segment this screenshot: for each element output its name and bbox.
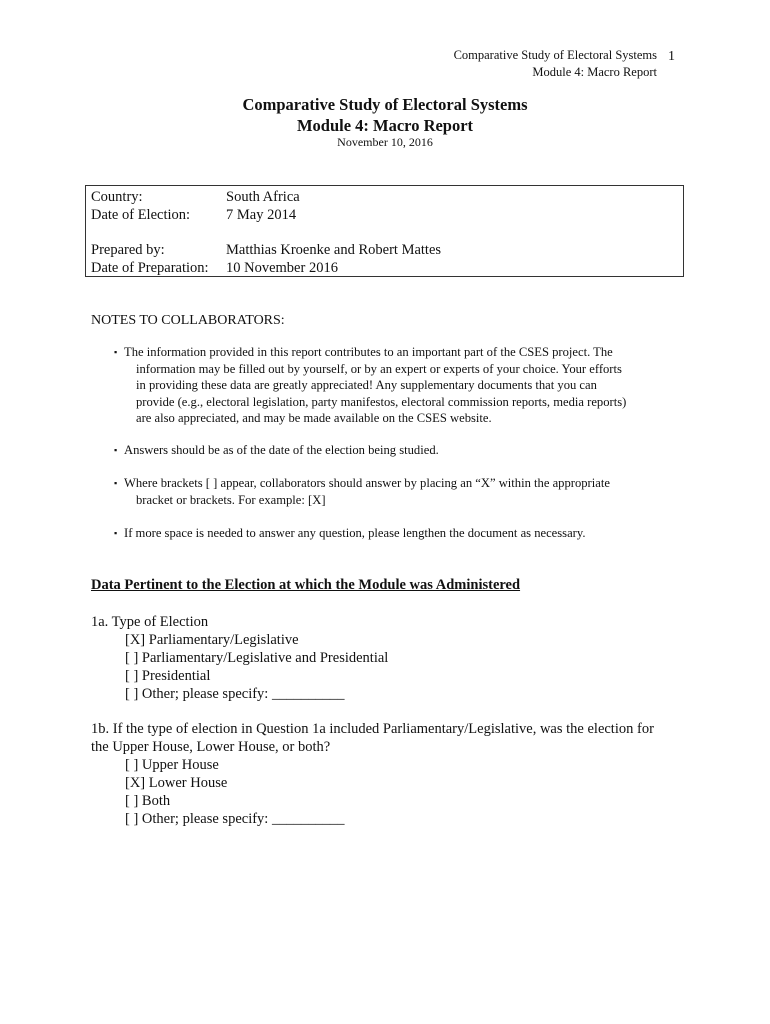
note-4-line-1: If more space is needed to answer any question, please lengthen the document as necessary.: [124, 526, 586, 540]
election-date-value: 7 May 2014: [226, 207, 297, 223]
title-line-1: Comparative Study of Electoral Systems: [242, 95, 528, 114]
bullet-icon: ▪: [114, 347, 118, 357]
note-3-line-1: Where brackets [ ] appear, collaborators should answer by placing an “X” within the appropriate: [124, 476, 610, 490]
q1b-option: [X] Lower House: [125, 775, 228, 791]
note-1-line-3: in providing these data are greatly appreciated! Any supplementary documents that you can: [136, 378, 597, 392]
question-1b-line-1: 1b. If the type of election in Question 1a included Parliamentary/Legislative, was the election for: [91, 721, 654, 737]
q1b-option: [ ] Other; please specify: __________: [125, 811, 345, 827]
title-line-2: Module 4: Macro Report: [296, 116, 474, 135]
note-2-line-1: Answers should be as of the date of the election being studied.: [124, 443, 439, 457]
running-header: [380, 47, 657, 81]
question-1a: 1a. Type of Election: [91, 614, 209, 630]
prep-date-value: 10 November 2016: [226, 260, 338, 276]
header-line-2: Module 4: Macro Report: [532, 65, 657, 79]
bullet-icon: ▪: [114, 445, 118, 455]
prep-date-label: Date of Preparation:: [91, 260, 209, 276]
report-date: November 10, 2016: [337, 135, 433, 149]
question-1b-line-2: the Upper House, Lower House, or both?: [91, 739, 331, 755]
q1a-option: [ ] Parliamentary/Legislative and Presidential: [125, 650, 389, 666]
prepared-by-value: Matthias Kroenke and Robert Mattes: [226, 242, 442, 258]
q1b-option: [ ] Both: [125, 793, 171, 809]
q1a-option: [ ] Other; please specify: __________: [125, 686, 345, 702]
bullet-icon: ▪: [114, 528, 118, 538]
country-label: Country:: [91, 189, 143, 205]
q1a-option: [X] Parliamentary/Legislative: [125, 632, 299, 648]
section-heading: Data Pertinent to the Election at which the Module was Administered: [91, 577, 521, 593]
note-1-line-4: provide (e.g., electoral legislation, party manifestos, electoral commission reports, media reports): [136, 394, 627, 409]
bullet-icon: ▪: [114, 478, 118, 488]
note-1-line-1: The information provided in this report contributes to an important part of the CSES project. The: [124, 345, 613, 359]
note-1-line-2: information may be filled out by yourself, or by an expert or experts of your choice. Your efforts: [136, 361, 622, 376]
note-1-line-5: are also appreciated, and may be made available on the CSES website.: [136, 411, 492, 425]
page-number: 1: [668, 49, 675, 64]
prepared-by-label: Prepared by:: [91, 242, 165, 258]
q1a-option: [ ] Presidential: [125, 668, 211, 684]
header-line-1: Comparative Study of Electoral Systems: [453, 48, 657, 62]
country-value: South Africa: [226, 189, 300, 205]
election-date-label: Date of Election:: [91, 207, 191, 223]
note-3-line-2: bracket or brackets. For example: [X]: [136, 492, 326, 507]
notes-heading: NOTES TO COLLABORATORS:: [91, 313, 285, 328]
q1b-option: [ ] Upper House: [125, 757, 219, 773]
